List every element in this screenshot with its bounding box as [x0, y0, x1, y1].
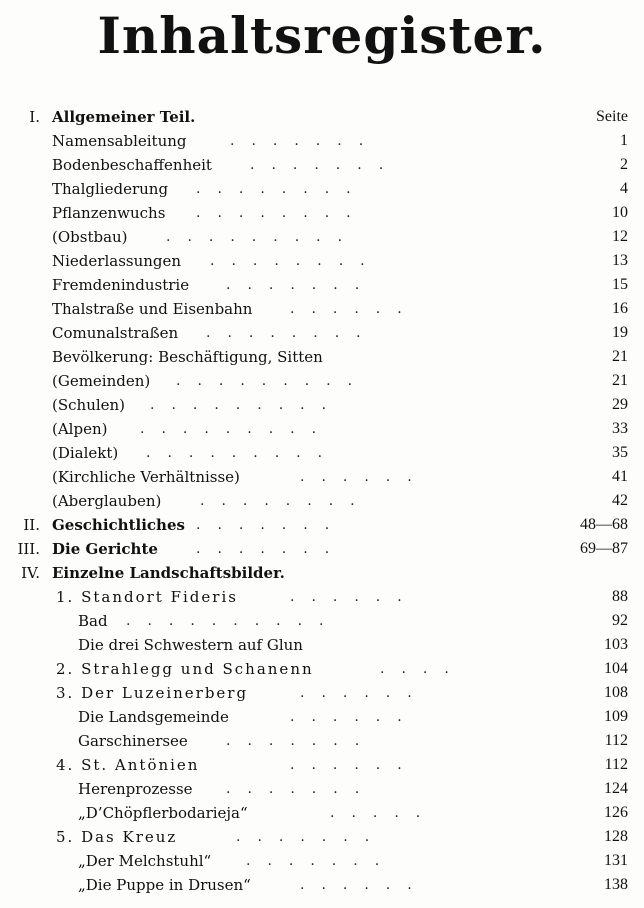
entry-title: (Aberglauben): [52, 492, 162, 510]
leader-dots: ........: [196, 181, 368, 197]
list-item: [0, 393, 644, 417]
list-item: [0, 825, 644, 849]
entry-page: 108: [604, 684, 628, 701]
entry-page: 128: [604, 828, 628, 845]
entry-title: Bodenbeschaffenheit: [52, 156, 212, 174]
entry-title: Garschinersee: [78, 732, 188, 750]
page-column-header: Seite: [596, 108, 628, 125]
entry-page: 10: [612, 204, 628, 221]
entry-page: 35: [612, 444, 628, 461]
leader-dots: ....: [380, 661, 466, 677]
entry-page: 138: [604, 876, 628, 893]
entry-title: „D’Chöpflerbodarieja“: [78, 804, 248, 822]
entry-page: 48—68: [580, 516, 628, 533]
list-item: [0, 273, 644, 297]
leader-dots: .....: [330, 805, 438, 821]
entry-page: 13: [612, 252, 628, 269]
list-item: [0, 801, 644, 825]
list-item: [0, 705, 644, 729]
leader-dots: ......: [300, 877, 429, 893]
leader-dots: .......: [226, 733, 377, 749]
leader-dots: .......: [226, 277, 377, 293]
entry-page: 104: [604, 660, 628, 677]
entry-page: 33: [612, 420, 628, 437]
list-item: [0, 657, 644, 681]
entry-title: Pflanzenwuchs: [52, 204, 166, 222]
entry-page: 29: [612, 396, 628, 413]
section-title: Allgemeiner Teil.: [52, 108, 196, 126]
entry-page: 109: [604, 708, 628, 725]
entry-page: 2: [620, 156, 628, 173]
entry-title: Thalgliederung: [52, 180, 169, 198]
list-item: [0, 417, 644, 441]
list-item: [0, 849, 644, 873]
list-item: [0, 177, 644, 201]
entry-title: (Gemeinden): [52, 372, 151, 390]
section-heading: [0, 105, 644, 129]
entry-page: 15: [612, 276, 628, 293]
leader-dots: ......: [290, 709, 419, 725]
entry-page: 112: [604, 756, 628, 773]
entry-title: 3. Der Luzeinerberg: [56, 684, 249, 702]
section-title: Die Gerichte: [52, 540, 158, 558]
section-title: Geschichtliches: [52, 516, 185, 534]
section-heading: [0, 561, 644, 585]
leader-dots: ......: [290, 301, 419, 317]
section-number: IV.: [21, 564, 40, 582]
leader-dots: ........: [200, 493, 372, 509]
list-item: [0, 345, 644, 369]
list-item: [0, 249, 644, 273]
list-item: [0, 777, 644, 801]
entry-title: Comunalstraßen: [52, 324, 179, 342]
entry-page: 131: [604, 852, 628, 869]
leader-dots: .......: [196, 517, 347, 533]
leader-dots: ........: [196, 205, 368, 221]
entry-title: „Die Puppe in Drusen“: [78, 876, 251, 894]
section-number: II.: [23, 516, 40, 534]
leader-dots: ......: [300, 469, 429, 485]
list-item: [0, 681, 644, 705]
list-item: [0, 153, 644, 177]
entry-title: (Dialekt): [52, 444, 119, 462]
entry-page: 124: [604, 780, 628, 797]
list-item: [0, 321, 644, 345]
leader-dots: ........: [210, 253, 382, 269]
list-item: [0, 225, 644, 249]
list-item: [0, 489, 644, 513]
entry-title: 5. Das Kreuz: [56, 828, 178, 846]
list-item: [0, 633, 644, 657]
entry-title: Thalstraße und Eisenbahn: [52, 300, 253, 318]
leader-dots: .........: [140, 421, 334, 437]
entry-page: 42: [612, 492, 628, 509]
entry-title: Niederlassungen: [52, 252, 182, 270]
section-heading: [0, 513, 644, 537]
leader-dots: .........: [166, 229, 360, 245]
entry-title: Bevölkerung: Beschäftigung, Sitten: [52, 348, 323, 366]
list-item: [0, 297, 644, 321]
list-item: [0, 441, 644, 465]
entry-page: 92: [612, 612, 628, 629]
list-item: [0, 729, 644, 753]
entry-page: 41: [612, 468, 628, 485]
entry-title: (Obstbau): [52, 228, 128, 246]
entry-page: 4: [620, 180, 628, 197]
entry-title: 1. Standort Fideris: [56, 588, 238, 606]
entry-title: 4. St. Antönien: [56, 756, 200, 774]
entry-page: 88: [612, 588, 628, 605]
list-item: [0, 585, 644, 609]
leader-dots: ......: [290, 757, 419, 773]
list-item: [0, 465, 644, 489]
entry-page: 21: [612, 348, 628, 365]
leader-dots: ......: [300, 685, 429, 701]
list-item: [0, 369, 644, 393]
entry-page: 19: [612, 324, 628, 341]
entry-title: (Schulen): [52, 396, 126, 414]
leader-dots: .........: [176, 373, 370, 389]
entry-title: „Der Melchstuhl“: [78, 852, 212, 870]
leader-dots: .........: [150, 397, 344, 413]
section-number: III.: [17, 540, 40, 558]
leader-dots: .......: [246, 853, 397, 869]
entry-title: Bad: [78, 612, 108, 630]
leader-dots: ........: [206, 325, 378, 341]
section-title: Einzelne Landschaftsbilder.: [52, 564, 285, 582]
entry-page: 1: [620, 132, 628, 149]
entry-title: (Kirchliche Verhältnisse): [52, 468, 240, 486]
entry-title: Namensableitung: [52, 132, 187, 150]
entry-title: Die drei Schwestern auf Glun: [78, 636, 303, 654]
list-item: [0, 609, 644, 633]
entry-title: (Alpen): [52, 420, 108, 438]
leader-dots: ......: [290, 589, 419, 605]
entry-title: 2. Strahlegg und Schanenn: [56, 660, 314, 678]
list-item: [0, 753, 644, 777]
entry-title: Herenprozesse: [78, 780, 193, 798]
entry-title: Die Landsgemeinde: [78, 708, 229, 726]
section-heading: [0, 537, 644, 561]
leader-dots: ..........: [126, 613, 341, 629]
entry-page: 12: [612, 228, 628, 245]
leader-dots: .........: [146, 445, 340, 461]
entry-page: 21: [612, 372, 628, 389]
entry-page: 126: [604, 804, 628, 821]
entry-page: 112: [604, 732, 628, 749]
page-title: Inhaltsregister.: [97, 6, 547, 65]
leader-dots: .......: [236, 829, 387, 845]
section-number: I.: [29, 108, 40, 126]
entry-page: 16: [612, 300, 628, 317]
entry-title: Fremdenindustrie: [52, 276, 190, 294]
leader-dots: .......: [226, 781, 377, 797]
leader-dots: .......: [196, 541, 347, 557]
list-item: [0, 129, 644, 153]
list-item: [0, 201, 644, 225]
entry-page: 69—87: [580, 540, 628, 557]
leader-dots: .......: [230, 133, 381, 149]
leader-dots: .......: [250, 157, 401, 173]
entry-page: 103: [604, 636, 628, 653]
list-item: [0, 873, 644, 897]
